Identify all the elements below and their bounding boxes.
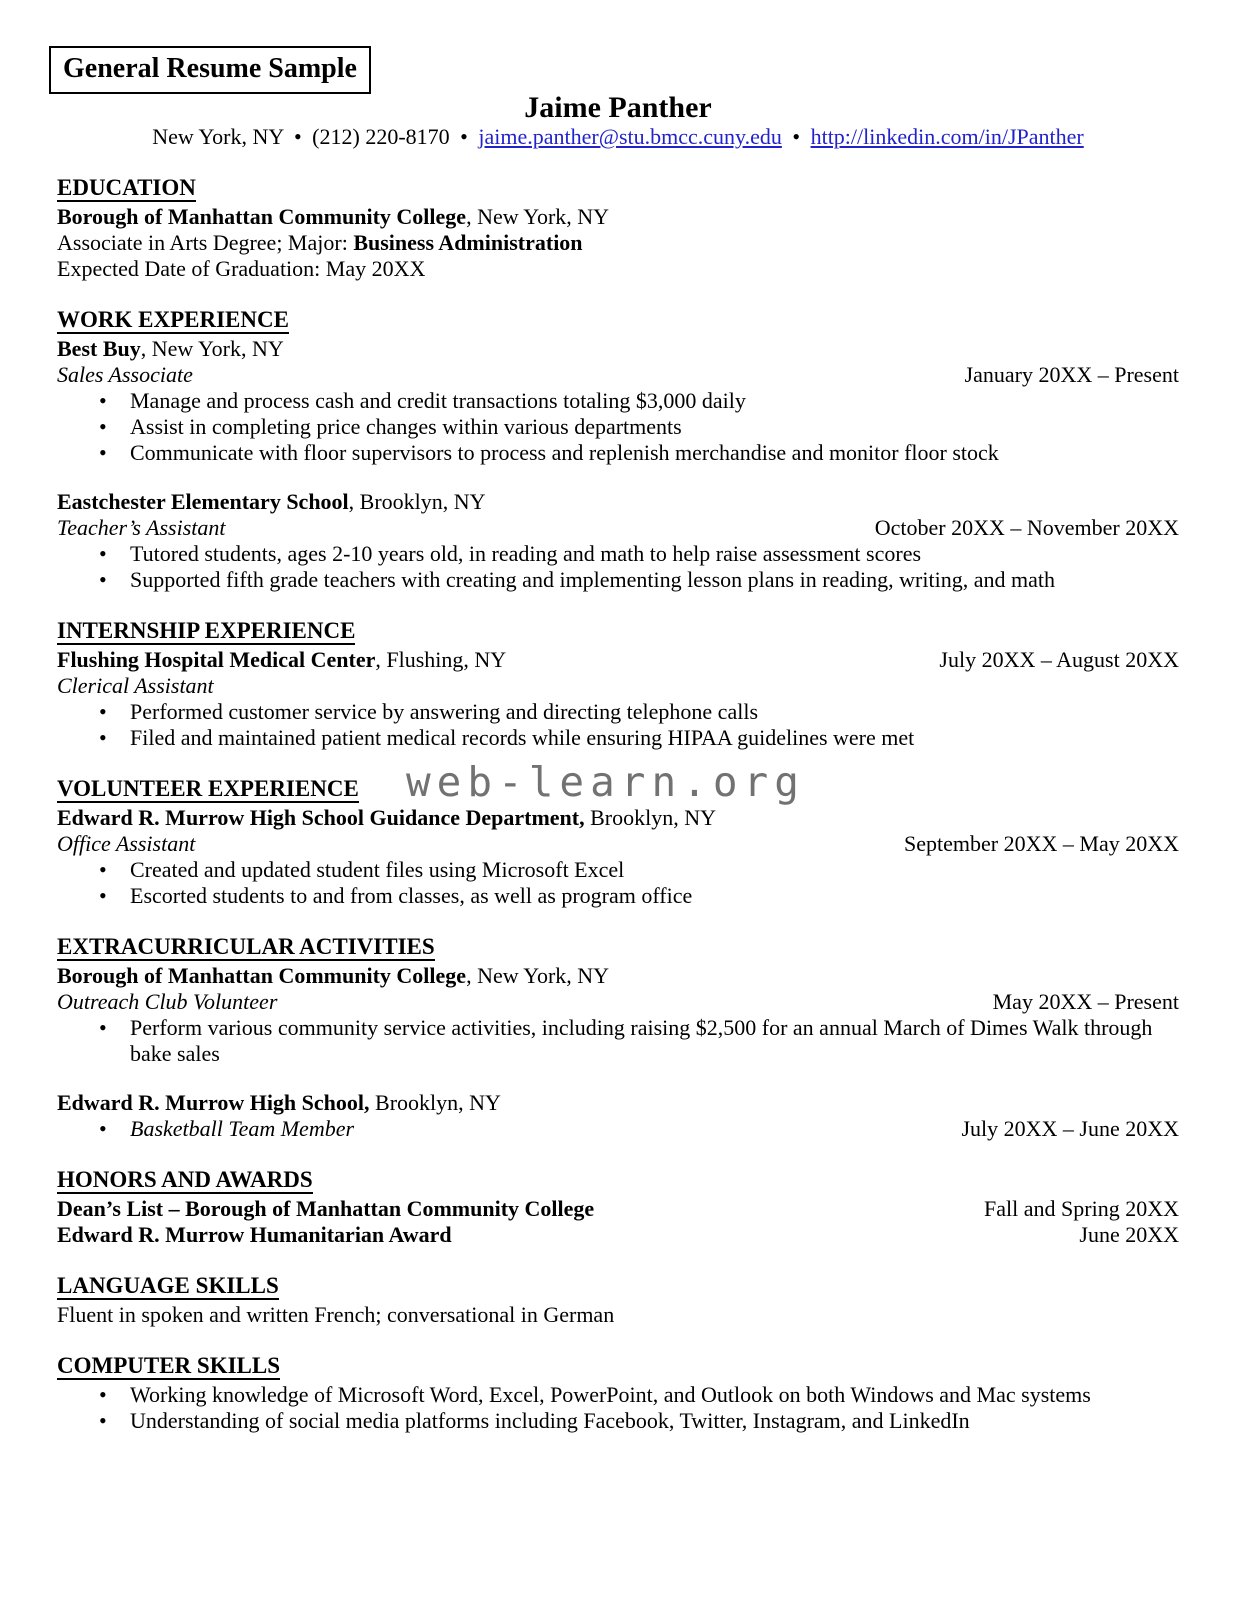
role-line bbox=[57, 831, 1179, 857]
language-skills-text: Fluent in spoken and written French; conversational in German bbox=[57, 1302, 615, 1327]
bullet-item: • Performed customer service by answering and directing telephone calls bbox=[57, 699, 1179, 725]
company-line bbox=[57, 1090, 1179, 1116]
job-dates: January 20XX – Present bbox=[964, 362, 1179, 387]
section-title-volunteer: VOLUNTEER EXPERIENCE bbox=[57, 776, 359, 801]
bullet-list bbox=[57, 388, 1179, 466]
company-location: , Flushing, NY bbox=[375, 647, 507, 672]
degree-prefix: Associate in Arts Degree; Major: bbox=[57, 230, 354, 255]
role-line bbox=[57, 515, 1179, 541]
contact-location: New York, NY bbox=[152, 124, 284, 149]
section-computer-skills bbox=[57, 1353, 1179, 1434]
job-title: Clerical Assistant bbox=[57, 673, 214, 698]
watermark: web-learn.org bbox=[406, 758, 805, 806]
bullet-item bbox=[57, 1116, 1179, 1142]
bullet-separator-icon: • bbox=[293, 124, 302, 149]
contact-line bbox=[57, 124, 1179, 150]
contact-phone: (212) 220-8170 bbox=[312, 124, 450, 149]
award-dates: June 20XX bbox=[1079, 1222, 1179, 1247]
company-line bbox=[57, 336, 1179, 362]
bullet-list bbox=[57, 699, 1179, 751]
linkedin-link[interactable]: http://linkedin.com/in/JPanther bbox=[810, 124, 1084, 149]
job-dates: July 20XX – August 20XX bbox=[939, 647, 1179, 672]
company-location: , New York, NY bbox=[140, 336, 284, 361]
section-language-skills bbox=[57, 1273, 1179, 1328]
section-title-language: LANGUAGE SKILLS bbox=[57, 1273, 279, 1298]
award-name: Dean’s List – Borough of Manhattan Community College bbox=[57, 1196, 595, 1221]
company-line bbox=[57, 805, 1179, 831]
job-dates: September 20XX – May 20XX bbox=[904, 831, 1179, 856]
section-honors-awards bbox=[57, 1167, 1179, 1248]
company-line bbox=[57, 489, 1179, 515]
work-entry-best-buy bbox=[57, 336, 1179, 466]
bullet-item: • Working knowledge of Microsoft Word, Excel, PowerPoint, and Outlook on both Windows and Mac systems bbox=[57, 1382, 1179, 1408]
school-location: , New York, NY bbox=[466, 204, 610, 229]
bullet-item: • Perform various community service activities, including raising $2,500 for an annual March of Dimes Walk through bake sales bbox=[57, 1015, 1179, 1067]
job-title: Teacher’s Assistant bbox=[57, 515, 226, 540]
bullet-item: • Understanding of social media platforms including Facebook, Twitter, Instagram, and LinkedIn bbox=[57, 1408, 1179, 1434]
award-name: Edward R. Murrow Humanitarian Award bbox=[57, 1222, 452, 1247]
extracurricular-entry-murrow bbox=[57, 1090, 1179, 1142]
education-school-line bbox=[57, 204, 1179, 230]
work-entry-eastchester bbox=[57, 489, 1179, 593]
resume-name: Jaime Panther bbox=[524, 91, 712, 124]
company-name: Edward R. Murrow High School Guidance Department, bbox=[57, 805, 585, 830]
role-line bbox=[57, 989, 1179, 1015]
bullet-list bbox=[57, 857, 1179, 909]
award-dates: Fall and Spring 20XX bbox=[984, 1196, 1179, 1221]
company-location: Brooklyn, NY bbox=[369, 1090, 501, 1115]
bullet-item: • Manage and process cash and credit transactions totaling $3,000 daily bbox=[57, 388, 1179, 414]
bullet-item: • Assist in completing price changes within various departments bbox=[57, 414, 1179, 440]
email-link[interactable]: jaime.panther@stu.bmcc.cuny.edu bbox=[478, 124, 782, 149]
section-title-education: EDUCATION bbox=[57, 175, 196, 200]
section-title-internship: INTERNSHIP EXPERIENCE bbox=[57, 618, 356, 643]
company-line bbox=[57, 963, 1179, 989]
company-name: Best Buy bbox=[57, 336, 141, 361]
bullet-separator-icon: • bbox=[460, 124, 468, 149]
bullet-item: • Filed and maintained patient medical records while ensuring HIPAA guidelines were met bbox=[57, 725, 1179, 751]
activity-dates: July 20XX – June 20XX bbox=[961, 1116, 1179, 1141]
job-title: Office Assistant bbox=[57, 831, 196, 856]
section-work-experience bbox=[57, 307, 1179, 593]
education-degree-line bbox=[57, 230, 1179, 256]
section-volunteer-experience bbox=[57, 776, 1179, 909]
company-name: Eastchester Elementary School bbox=[57, 489, 349, 514]
section-title-extracurricular: EXTRACURRICULAR ACTIVITIES bbox=[57, 934, 435, 959]
job-dates: October 20XX – November 20XX bbox=[874, 515, 1179, 540]
company-name: Edward R. Murrow High School, bbox=[57, 1090, 370, 1115]
sample-badge: General Resume Sample bbox=[49, 46, 371, 94]
section-education bbox=[57, 175, 1179, 282]
company-location: Brooklyn, NY bbox=[584, 805, 716, 830]
section-title-honors: HONORS AND AWARDS bbox=[57, 1167, 313, 1192]
company-location: , New York, NY bbox=[466, 963, 610, 988]
section-title-work: WORK EXPERIENCE bbox=[57, 307, 289, 332]
award-row bbox=[57, 1222, 1179, 1248]
bullet-separator-icon: • bbox=[792, 124, 801, 149]
job-title: Outreach Club Volunteer bbox=[57, 989, 278, 1014]
bullet-item: • Communicate with floor supervisors to process and replenish merchandise and monitor floor stock bbox=[57, 440, 1179, 466]
company-name: Borough of Manhattan Community College bbox=[57, 963, 467, 988]
company-location: , Brooklyn, NY bbox=[348, 489, 486, 514]
job-title: Sales Associate bbox=[57, 362, 193, 387]
role-line bbox=[57, 362, 1179, 388]
bullet-list bbox=[57, 1015, 1179, 1067]
bullet-item: • Created and updated student files using Microsoft Excel bbox=[57, 857, 1179, 883]
job-dates: May 20XX – Present bbox=[992, 989, 1179, 1014]
company-line bbox=[57, 647, 1179, 673]
bullet-list bbox=[57, 1116, 1179, 1142]
section-internship-experience bbox=[57, 618, 1179, 751]
extracurricular-entry-bmcc bbox=[57, 963, 1179, 1067]
school-name: Borough of Manhattan Community College bbox=[57, 204, 467, 229]
bullet-item: • Supported fifth grade teachers with creating and implementing lesson plans in reading, writing, and math bbox=[57, 567, 1179, 593]
education-graduation-line: Expected Date of Graduation: May 20XX bbox=[57, 256, 426, 281]
section-extracurricular-activities bbox=[57, 934, 1179, 1142]
bullet-item: • Escorted students to and from classes, as well as program office bbox=[57, 883, 1179, 909]
section-title-computer: COMPUTER SKILLS bbox=[57, 1353, 281, 1378]
bullet-list bbox=[57, 541, 1179, 593]
activity-role: • Basketball Team Member bbox=[130, 1116, 355, 1141]
bullet-list bbox=[57, 1382, 1179, 1434]
award-row bbox=[57, 1196, 1179, 1222]
bullet-item: • Tutored students, ages 2-10 years old, in reading and math to help raise assessment scores bbox=[57, 541, 1179, 567]
degree-major: Business Administration bbox=[353, 230, 583, 255]
company-name: Flushing Hospital Medical Center bbox=[57, 647, 376, 672]
